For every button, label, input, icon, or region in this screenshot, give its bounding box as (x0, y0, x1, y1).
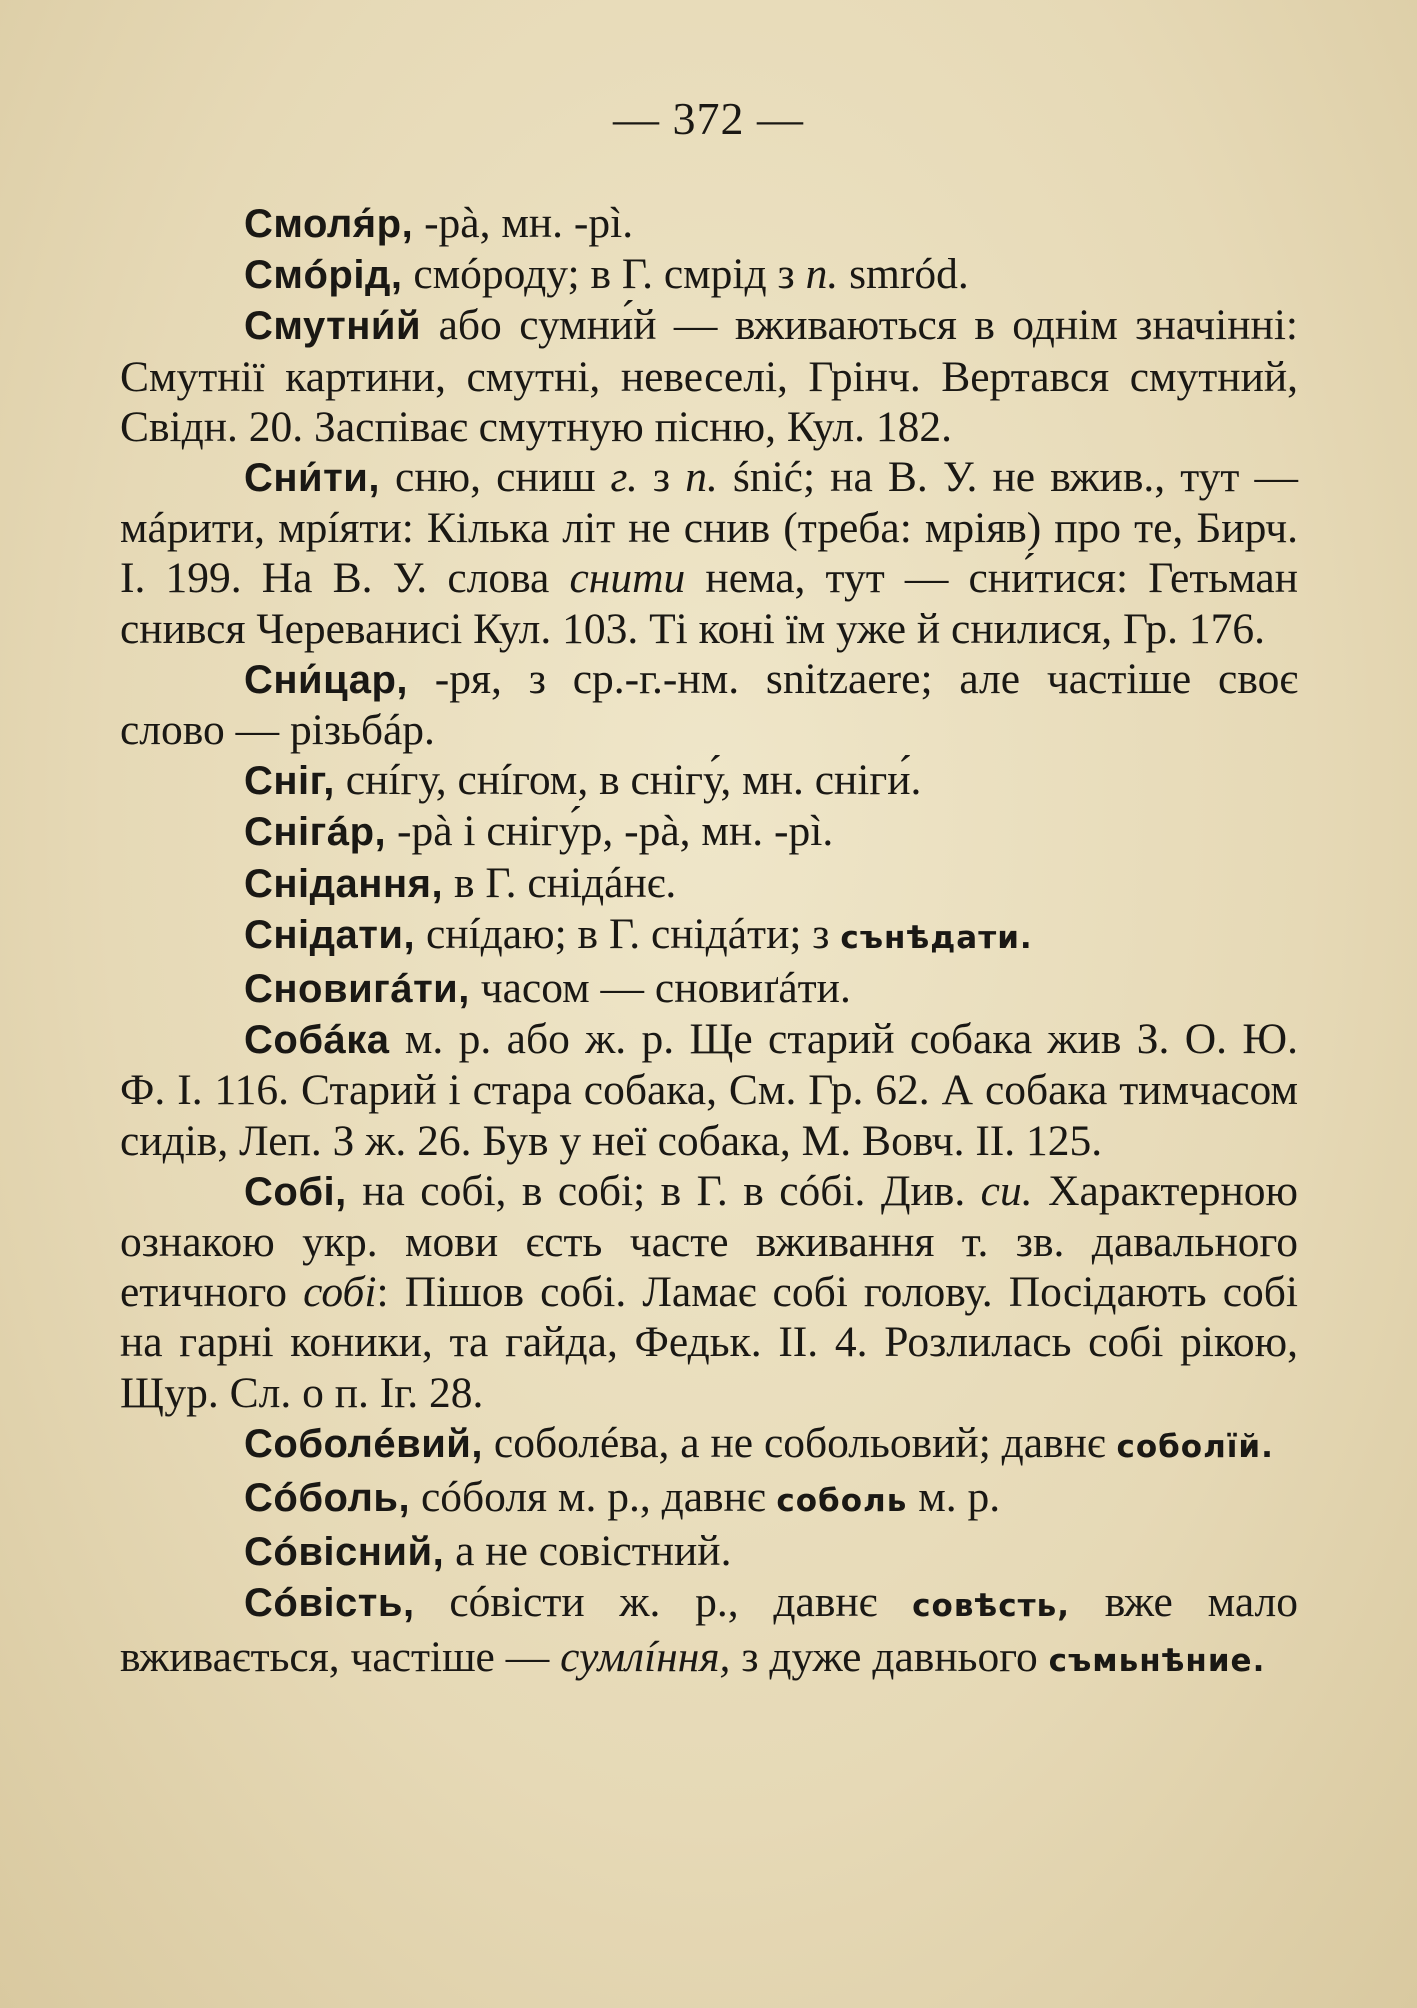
entry-text: снíгу, снíгом, в снігу́, мн. сніги́. (334, 756, 922, 805)
italic-text: си. (980, 1166, 1033, 1215)
headword: Сóболь, (244, 1476, 411, 1521)
dictionary-entry (120, 963, 1298, 1014)
headword: Снігáр, (244, 810, 387, 855)
entry-text: м. р. або ж. р. Ще старий собака жив З. О. Ю. Ф. I. 116. Старий і стара собака, См. Гр. 62. А собака тимчасом сидів, Леп. З ж. 26. Був у неї собака, М. Вовч. II. 125. (120, 1015, 1298, 1165)
entry-text: сóвісти ж. р., давнє (414, 1578, 913, 1627)
headword: Сновигáти, (244, 967, 470, 1012)
italic-text: п. (685, 453, 718, 502)
entry-text: -ря, з ср.-г.-нм. snitzaere; але частіше своє слово — різьбáр. (120, 654, 1298, 755)
entry-text: в Г. снідáнє. (443, 858, 677, 907)
entry-text: а не совістний. (444, 1527, 732, 1576)
italic-text: снити (569, 554, 686, 603)
page-number: — 372 — (613, 93, 804, 144)
headword: Смóрід, (244, 253, 403, 298)
old-slavonic-text: соболїй. (1116, 1428, 1274, 1465)
dictionary-entry (120, 300, 1298, 452)
headword: Собáка (244, 1018, 390, 1063)
dictionary-entry (120, 198, 1298, 249)
headword: Снідання, (244, 861, 444, 906)
headword: Сóвість, (244, 1581, 415, 1626)
headword: Сни́цар, (244, 657, 409, 702)
entry-text: smród. (838, 250, 969, 299)
dictionary-text (120, 198, 1298, 1686)
entry-text: сню, сниш (379, 453, 611, 502)
entry-text: м. р. (907, 1473, 1001, 1522)
old-slavonic-text: сънѣдати. (840, 919, 1033, 956)
dictionary-entry (120, 858, 1298, 909)
entry-text: нема, тут — сни́тися: Гетьман снився Череванисі Кул. 103. Ті коні їм уже й снилися, Гр. 176. (120, 554, 1298, 653)
entry-text: на собі, в собі; в Г. в сóбі. Див. (346, 1166, 981, 1215)
dictionary-entry (120, 1577, 1298, 1685)
entry-text: śnić; на В. У. не вжив., тут — мáрити, мрíяти: Кілька літ не снив (треба: мріяв) про те, Бирч. I. 199. На В. У. слова (120, 453, 1298, 603)
entry-text: смóроду; в Г. смрід з (402, 250, 806, 299)
italic-text: п. (805, 250, 839, 299)
old-slavonic-text: совѣсть, (912, 1588, 1070, 1625)
entry-text: -рà і снігу́р, -рà, мн. -рì. (386, 807, 834, 856)
dictionary-entry (120, 654, 1298, 755)
entry-text: або сумни́й — вживаються в однім значінні: Смутнії картини, смутні, невеселі, Грінч. Вертався смутний, Свідн. 20. Заспіває смутную пісню, Кул. 182. (120, 301, 1298, 451)
old-slavonic-text: соболь (776, 1483, 908, 1520)
dictionary-entry (120, 1418, 1298, 1472)
entry-text: соболéва, а не собольовий; давнє (483, 1418, 1117, 1467)
old-slavonic-text: съмьнѣние. (1048, 1642, 1266, 1679)
dictionary-entry (120, 909, 1298, 963)
italic-text: собі (303, 1268, 377, 1317)
headword: Сни́ти, (244, 456, 380, 501)
dictionary-entry (120, 249, 1298, 300)
entry-text: сóболя м. р., давнє (410, 1473, 777, 1522)
entry-text: з дуже давнього (730, 1632, 1049, 1681)
dictionary-entry (120, 806, 1298, 857)
dictionary-entry (120, 1014, 1298, 1166)
headword: Смоля́р, (244, 202, 414, 246)
entry-text: Характерною ознакою укр. мови єсть часте вживання т. зв. давального етичного (120, 1166, 1298, 1317)
italic-text: г. (610, 453, 638, 502)
dictionary-entry (120, 1166, 1298, 1418)
entry-text: снíдаю; в Г. снідáти; з (415, 909, 841, 958)
entry-text: з (637, 453, 686, 502)
entry-text: часом — сновиґáти. (469, 964, 851, 1013)
headword: Смутни́й (244, 304, 422, 349)
dictionary-entry (120, 1472, 1298, 1526)
dictionary-entry (120, 755, 1298, 806)
headword: Соболéвий, (244, 1421, 484, 1466)
dictionary-entry (120, 1526, 1298, 1577)
entry-text: : Пішов собі. Ламає собі голову. Посідають собі на гарні коники, та гайда, Федьк. II. 4. Розлилась собі рікою, Щур. Сл. о п. Іг. 28. (120, 1268, 1298, 1417)
headword: Собі, (244, 1169, 347, 1214)
headword: Сóвісний, (244, 1530, 445, 1575)
dictionary-entry (120, 452, 1298, 654)
italic-text: сумлíння, (560, 1632, 731, 1681)
entry-text: -рà, мн. -рì. (413, 199, 634, 247)
entry-text: вже мало вживається, частіше — (120, 1578, 1298, 1681)
headword: Снідати, (244, 912, 416, 957)
headword: Сніг, (244, 759, 335, 804)
